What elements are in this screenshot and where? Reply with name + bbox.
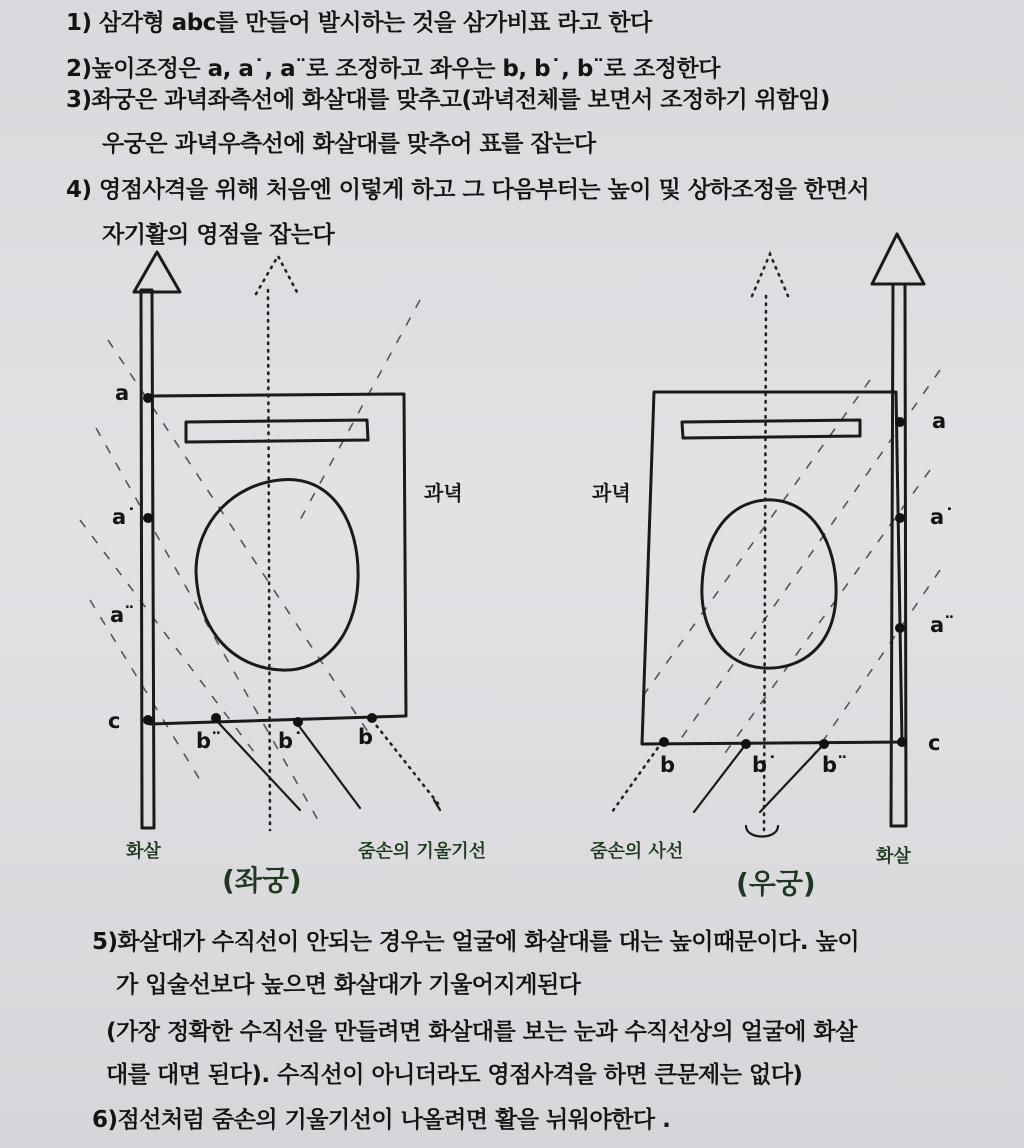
left-label-a2: a¨ xyxy=(110,603,135,627)
right-aim-line xyxy=(764,296,766,830)
right-arrow-head xyxy=(872,234,924,284)
right-point-a xyxy=(895,417,905,427)
instruction-line-4b: 자기활의 영점을 잡는다 xyxy=(102,222,335,248)
right-point-c xyxy=(897,737,907,747)
instruction-line-4: 4) 영점사격을 위해 처음엔 이렇게 하고 그 다음부터는 높이 및 상하조정을 한면서 xyxy=(66,177,870,203)
left-diagram xyxy=(80,252,486,897)
left-string-label: 줌손의 기울기선 xyxy=(358,841,486,862)
right-diagram xyxy=(590,234,955,900)
left-string-line-2 xyxy=(296,722,360,808)
note-line-6: 6)점선처럼 줌손의 기울기선이 나올려면 활을 뉘워야한다 . xyxy=(92,1107,671,1133)
right-string-dotted xyxy=(612,742,662,812)
left-arrow-label: 화살 xyxy=(126,841,161,862)
right-label-a2: a¨ xyxy=(930,613,955,637)
right-aim-arrowhead xyxy=(752,254,788,296)
left-point-b xyxy=(367,713,377,723)
right-point-a1 xyxy=(895,513,905,523)
left-point-a xyxy=(143,393,153,403)
left-label-b2: b¨ xyxy=(196,729,222,753)
right-arrow-label: 화살 xyxy=(876,846,911,867)
right-label-c: c xyxy=(928,731,941,755)
instruction-line-3: 3)좌궁은 과녁좌측선에 화살대를 맞추고(과녁전체를 보면서 조정하기 위함임) xyxy=(66,87,830,113)
right-target-slot xyxy=(682,420,860,438)
right-target-label: 과녁 xyxy=(592,481,631,505)
left-aim-line xyxy=(268,290,270,830)
right-string-line-1 xyxy=(694,744,746,812)
note-line-5d: 대를 대면 된다). 수직선이 아니더라도 영점사격을 하면 큰문제는 없다) xyxy=(106,1062,803,1088)
left-target-board xyxy=(150,394,406,724)
left-arrow-head xyxy=(134,252,180,292)
right-target-circle xyxy=(702,500,836,668)
right-point-a2 xyxy=(895,623,905,633)
left-string-dotted xyxy=(372,720,440,806)
right-point-b1 xyxy=(741,739,751,749)
right-diagram-title: (우궁) xyxy=(736,867,816,900)
right-point-b2 xyxy=(819,739,829,749)
right-point-b xyxy=(659,737,669,747)
right-label-a: a xyxy=(932,409,947,433)
instruction-line-3b: 우궁은 과녁우측선에 화살대를 맞추어 표를 잡는다 xyxy=(102,131,596,157)
note-line-5: 5)화살대가 수직선이 안되는 경우는 얼굴에 화살대를 대는 높이때문이다. 높이 xyxy=(92,929,860,955)
left-aim-arrowhead xyxy=(256,256,298,294)
instruction-line-1: 1) 삼각형 abc를 만들어 발시하는 것을 삼가비표 라고 한다 xyxy=(66,10,652,36)
left-label-a1: a˙ xyxy=(112,505,137,529)
left-point-c xyxy=(143,715,153,725)
left-target-circle xyxy=(196,479,358,670)
note-line-5b: 가 입술선보다 높으면 화살대가 기울어지게된다 xyxy=(116,972,581,998)
right-label-b2: b¨ xyxy=(822,753,848,777)
right-label-b1: b˙ xyxy=(752,753,778,777)
right-label-a1: a˙ xyxy=(930,505,955,529)
left-point-b2 xyxy=(211,713,221,723)
right-target-board xyxy=(642,392,902,744)
left-point-b1 xyxy=(293,717,303,727)
left-arrow-shaft xyxy=(134,252,180,828)
instruction-line-2: 2)높이조정은 a, a˙, a¨로 조정하고 좌우는 b, b˙, b¨로 조정한다 xyxy=(66,56,720,82)
right-aim-tail xyxy=(746,826,778,837)
left-label-b: b xyxy=(358,725,374,749)
left-label-b1: b˙ xyxy=(278,729,304,753)
left-point-a1 xyxy=(143,513,153,523)
left-target-slot xyxy=(186,420,368,442)
right-guide-lines xyxy=(640,370,940,760)
left-label-c: c xyxy=(108,709,121,733)
right-string-label: 줌손의 사선 xyxy=(590,841,684,862)
left-diagram-title: (좌궁) xyxy=(222,864,302,897)
note-line-5c: (가장 정확한 수직선을 만들려면 화살대를 보는 눈과 수직선상의 얼굴에 화살 xyxy=(106,1019,857,1045)
left-label-a: a xyxy=(115,381,130,405)
right-label-b: b xyxy=(660,753,676,777)
left-target-label: 과녁 xyxy=(424,481,463,505)
